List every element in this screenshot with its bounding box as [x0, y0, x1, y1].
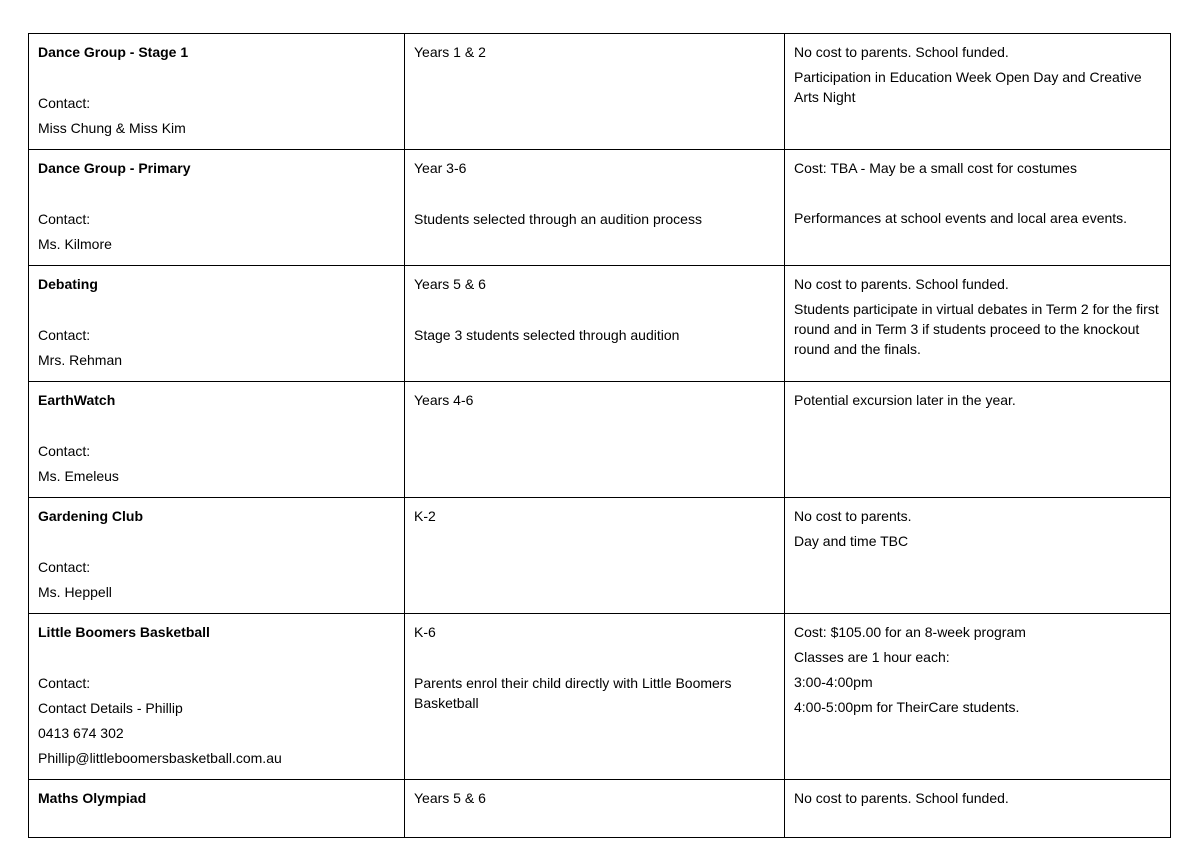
contact-detail: Miss Chung & Miss Kim	[38, 120, 186, 136]
notes-cell	[785, 150, 1171, 266]
note-line: Cost: $105.00 for an 8-week program	[794, 624, 1026, 640]
activity-cell	[29, 34, 405, 150]
notes-cell	[785, 780, 1171, 838]
contact-detail: Ms. Kilmore	[38, 236, 112, 252]
years-value: K-2	[414, 508, 436, 524]
notes-cell	[785, 34, 1171, 150]
table-row	[29, 150, 1171, 266]
activity-name: Debating	[38, 276, 98, 292]
notes-cell	[785, 382, 1171, 498]
contact-detail: 0413 674 302	[38, 725, 124, 741]
contact-detail: Phillip@littleboomersbasketball.com.au	[38, 750, 282, 766]
years-cell	[405, 780, 785, 838]
contact-detail: Mrs. Rehman	[38, 352, 123, 368]
years-cell	[405, 382, 785, 498]
note-line: 3:00-4:00pm	[794, 674, 873, 690]
years-note: Students selected through an audition process	[414, 211, 702, 227]
contact-detail: Ms. Heppell	[38, 584, 112, 600]
contact-label: Contact:	[38, 443, 91, 459]
activity-cell	[29, 382, 405, 498]
activity-cell	[29, 266, 405, 382]
activity-name: EarthWatch	[38, 392, 116, 408]
contact-label: Contact:	[38, 559, 91, 575]
years-note: Parents enrol their child directly with Little Boomers Basketball	[414, 675, 732, 711]
activity-name: Dance Group - Stage 1	[38, 44, 189, 60]
note-line: Participation in Education Week Open Day and Creative Arts Night	[794, 69, 1142, 105]
years-value: K-6	[414, 624, 436, 640]
note-line: No cost to parents.	[794, 508, 912, 524]
table-row	[29, 614, 1171, 780]
note-line: Day and time TBC	[794, 533, 909, 549]
note-line	[794, 183, 1161, 203]
activity-cell	[29, 780, 405, 838]
years-value: Years 5 & 6	[414, 790, 486, 806]
table-row	[29, 266, 1171, 382]
contact-label: Contact:	[38, 327, 91, 343]
activity-name: Dance Group - Primary	[38, 160, 191, 176]
activity-cell	[29, 150, 405, 266]
years-value: Years 1 & 2	[414, 44, 486, 60]
years-cell	[405, 498, 785, 614]
table-row	[29, 382, 1171, 498]
years-value: Year 3-6	[414, 160, 467, 176]
note-line: No cost to parents. School funded.	[794, 790, 1009, 806]
contact-detail: Contact Details - Phillip	[38, 700, 183, 716]
activity-cell	[29, 498, 405, 614]
note-line: Cost: TBA - May be a small cost for costumes	[794, 160, 1077, 176]
note-line: Classes are 1 hour each:	[794, 649, 950, 665]
activity-cell	[29, 614, 405, 780]
note-line: Potential excursion later in the year.	[794, 392, 1016, 408]
years-cell	[405, 266, 785, 382]
activity-name: Little Boomers Basketball	[38, 624, 210, 640]
activities-table	[28, 33, 1171, 838]
table-row	[29, 498, 1171, 614]
years-value: Years 5 & 6	[414, 276, 486, 292]
years-cell	[405, 34, 785, 150]
notes-cell	[785, 498, 1171, 614]
years-note: Stage 3 students selected through audition	[414, 327, 680, 343]
notes-cell	[785, 266, 1171, 382]
activity-name: Gardening Club	[38, 508, 143, 524]
contact-label: Contact:	[38, 675, 91, 691]
note-line: Students participate in virtual debates in Term 2 for the first round and in Term 3 if students proceed to the knockout round and the finals.	[794, 301, 1159, 357]
activity-name: Maths Olympiad	[38, 790, 147, 806]
contact-detail: Ms. Emeleus	[38, 468, 119, 484]
note-line: No cost to parents. School funded.	[794, 44, 1009, 60]
notes-cell	[785, 614, 1171, 780]
years-cell	[405, 614, 785, 780]
note-line: No cost to parents. School funded.	[794, 276, 1009, 292]
table-row	[29, 780, 1171, 838]
contact-label: Contact:	[38, 95, 91, 111]
years-value: Years 4-6	[414, 392, 474, 408]
contact-label: Contact:	[38, 211, 91, 227]
table-row	[29, 34, 1171, 150]
note-line: 4:00-5:00pm for TheirCare students.	[794, 699, 1020, 715]
note-line: Performances at school events and local area events.	[794, 210, 1128, 226]
years-cell	[405, 150, 785, 266]
